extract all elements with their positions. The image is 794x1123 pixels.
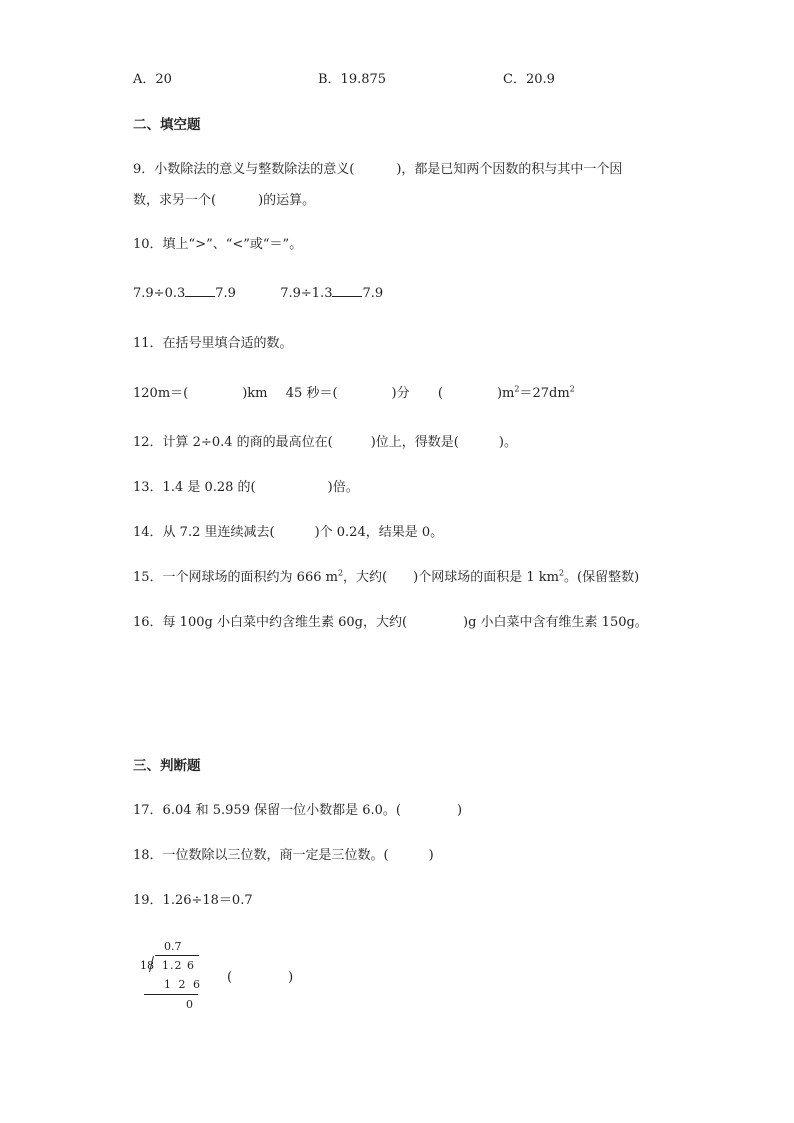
q15-text-a: 15．一个网球场的面积约为 666 m (133, 570, 338, 585)
q10-expr-1: 7.9÷0.3 (133, 286, 186, 301)
q9-text-c: 数，求另一个( (133, 193, 217, 208)
q10-answer-blank-2[interactable] (332, 284, 362, 297)
q19-paren-close: ) (288, 970, 294, 985)
q18-text-b: ) (428, 848, 434, 863)
q11-part-3-prefix: ( (437, 386, 443, 401)
q16-text-a: 16．每 100g 小白菜中约含维生素 60g，大约( (133, 615, 408, 630)
option-c: C．20.9 (503, 72, 555, 87)
q17-text-a: 17．6.04 和 5.959 保留一位小数都是 6.0。( (133, 803, 401, 818)
question-10-expressions (133, 284, 383, 301)
division-remainder: 0 (186, 998, 193, 1011)
division-subtrahend: 1 2 6 (164, 978, 202, 991)
q15-text-b: ，大约( (343, 570, 388, 585)
q14-text-b: )个 0.24，结果是 0。 (314, 525, 444, 540)
q10-answer-blank-1[interactable] (185, 284, 215, 297)
q15-text-c: )个网球场的面积是 1 km (413, 570, 559, 585)
q10-expr-2-right: 7.9 (362, 286, 384, 301)
q11-part-2-prefix: 45 秒＝( (285, 386, 338, 401)
question-13 (133, 476, 359, 495)
q12-text-a: 12．计算 2÷0.4 的商的最高位在( (133, 435, 333, 450)
q11-part-2-suffix: )分 (391, 386, 410, 401)
division-quotient: 0.7 (164, 940, 182, 953)
q17-text-b: ) (456, 803, 463, 818)
q9-text-b: )，都是已知两个因数的积与其中一个因 (396, 162, 623, 177)
q10-expr-1-right: 7.9 (215, 286, 236, 301)
q9-text-a: 9．小数除法的意义与整数除法的意义( (133, 162, 355, 177)
q11-part-3-unit: )m (496, 386, 515, 401)
q11-part-1-prefix: 120m＝( (133, 386, 189, 401)
section-title-fill-blank: 二、填空题 (133, 117, 201, 133)
q18-text-a: 18．一位数除以三位数，商一定是三位数。( (133, 848, 389, 863)
q16-text-b: )g 小白菜中含有维生素 150g。 (463, 615, 648, 630)
q13-text-a: 13．1.4 是 0.28 的( (133, 480, 256, 495)
question-19-answer (227, 970, 293, 985)
q12-text-b: )位上，得数是( (370, 435, 459, 450)
q9-text-d: )的运算。 (258, 193, 316, 208)
question-14 (133, 521, 443, 540)
question-11: 11．在括号里填合适的数。 (133, 336, 293, 351)
division-line (144, 994, 198, 995)
q19-paren-open: ( (227, 970, 233, 985)
q13-text-b: )倍。 (327, 480, 359, 495)
q15-text-d: 。(保留整数) (564, 570, 640, 585)
question-9-line-1 (133, 158, 622, 177)
q11-part-3-equals: ＝27dm (519, 386, 570, 401)
option-a: A．20 (133, 72, 172, 87)
question-10: 10．填上“>”、“<”或“＝”。 (133, 237, 303, 252)
division-divisor: 18 (140, 959, 154, 972)
q12-text-c: )。 (498, 435, 517, 450)
long-division (140, 938, 220, 1010)
question-19: 19．1.26÷18＝0.7 (133, 893, 253, 908)
option-b: B．19.875 (318, 72, 387, 87)
question-18 (133, 844, 434, 863)
question-9-line-2 (133, 189, 315, 208)
section-title-true-false: 三、判断题 (133, 758, 201, 774)
q10-expr-2: 7.9÷1.3 (280, 286, 333, 301)
question-12 (133, 431, 517, 450)
question-15: 15．一个网球场的面积约为 666 $m^2$，大约( )个网球场的面积是 1 $km^2$。(保留整数) (133, 568, 640, 585)
question-16 (133, 611, 648, 630)
q14-text-a: 14．从 7.2 里连续减去( (133, 525, 275, 540)
question-11-parts: 120m＝( )km 45 秒＝( )分 ( )$m^2=27dm^2$ (133, 384, 575, 401)
q11-part-1-suffix: )km (242, 386, 268, 401)
division-dividend: 1.2 6 (162, 959, 195, 972)
question-17 (133, 799, 462, 818)
